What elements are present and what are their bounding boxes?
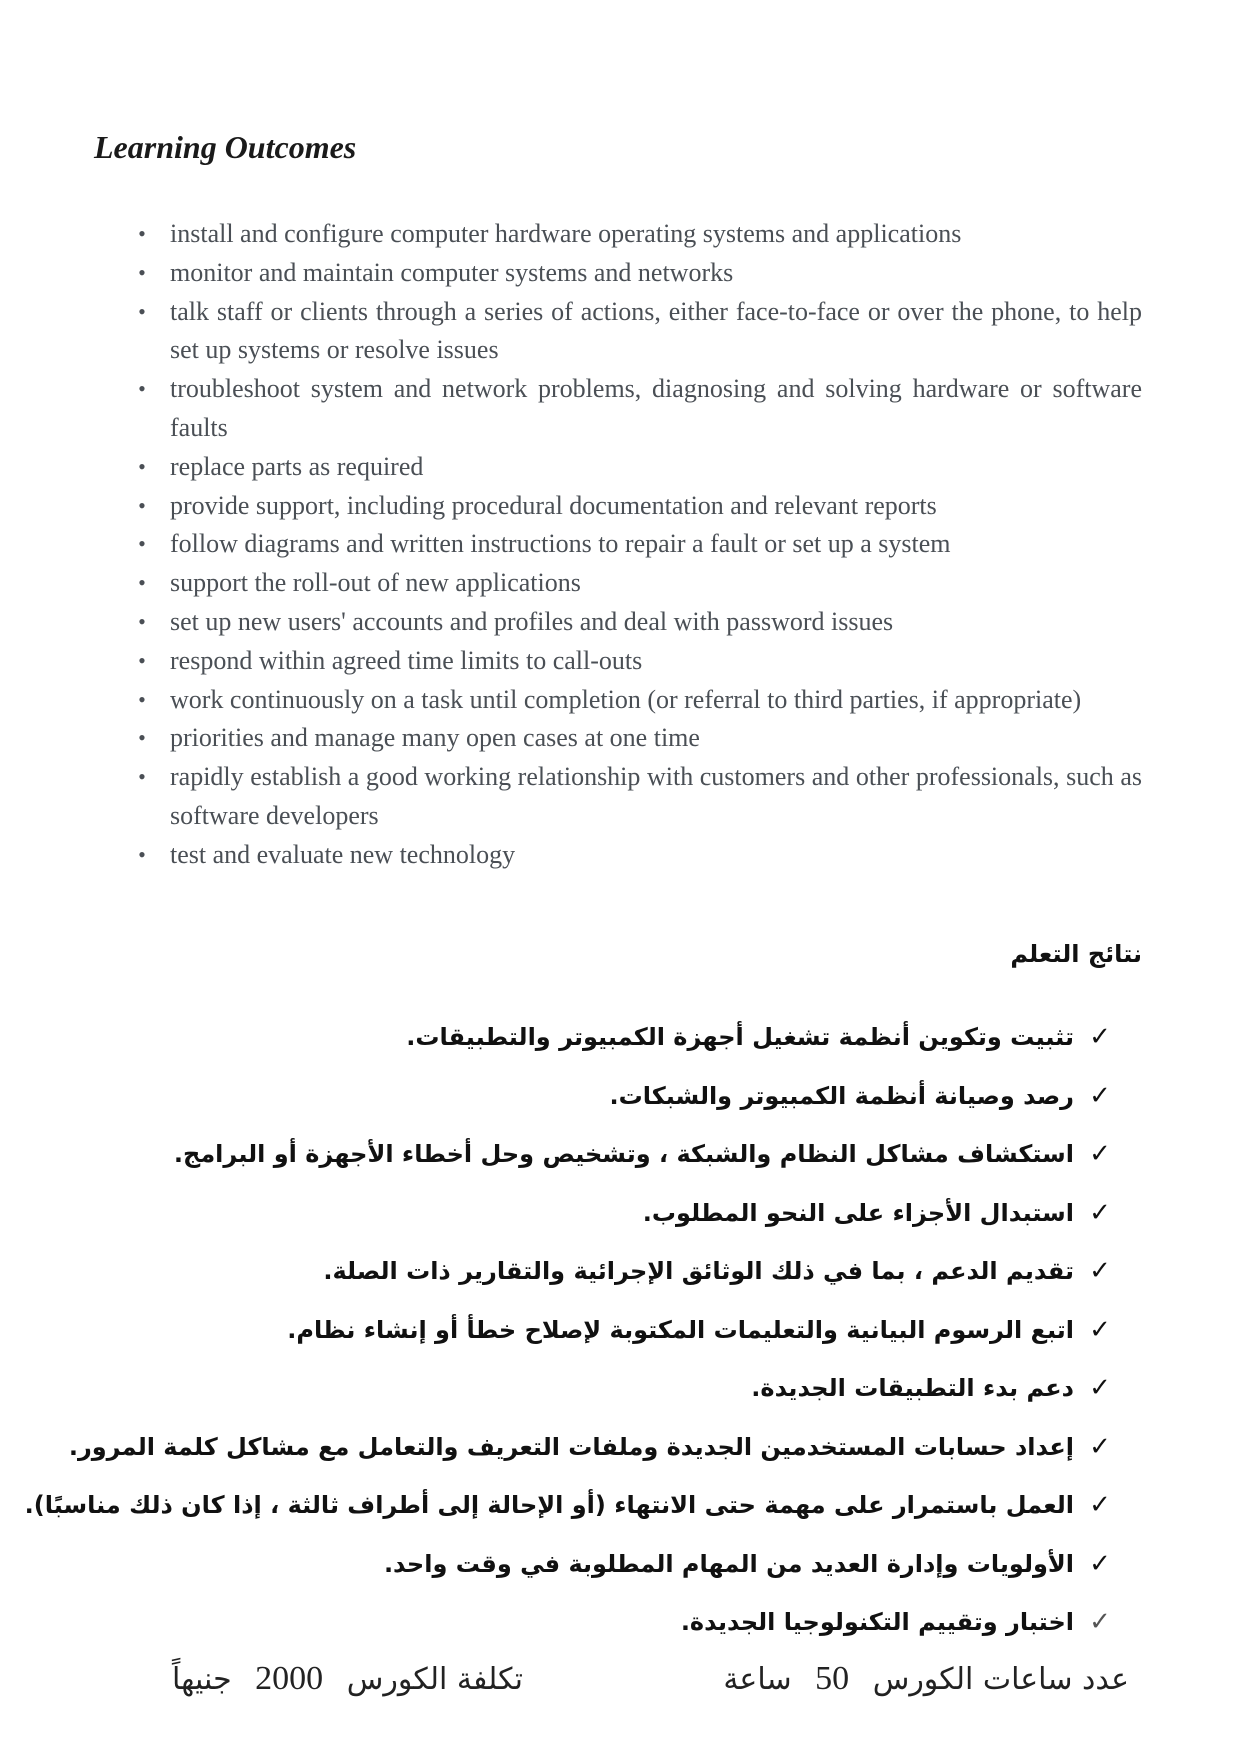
- bullet-icon: •: [138, 764, 146, 790]
- list-item: [132, 564, 1142, 603]
- bullet-icon: •: [138, 570, 146, 596]
- list-item: [132, 525, 1142, 564]
- bullet-icon: •: [138, 492, 146, 518]
- list-item-text: troubleshoot system and network problems, diagnosing and solving hardware or software faults: [170, 374, 1142, 442]
- list-item: [132, 293, 1142, 371]
- course-hours: [723, 1660, 1129, 1698]
- list-item-text: استبدال الأجزاء على النحو المطلوب.: [642, 1198, 1074, 1227]
- checkmark-icon: ✓: [1089, 1080, 1111, 1111]
- list-item: [132, 642, 1142, 681]
- list-item-text: دعم بدء التطبيقات الجديدة.: [751, 1374, 1074, 1402]
- bullet-icon: •: [138, 686, 146, 712]
- list-item: [84, 1242, 1114, 1301]
- list-item: [132, 448, 1142, 487]
- list-item-text: تقديم الدعم ، بما في ذلك الوثائق الإجرائية والتقارير ذات الصلة.: [323, 1257, 1074, 1285]
- list-item: [84, 1067, 1114, 1126]
- list-item-text: respond within agreed time limits to call-outs: [170, 645, 643, 675]
- list-item-text: talk staff or clients through a series of actions, either face-to-face or over the phone, to help set up systems or resolve issues: [170, 296, 1142, 365]
- course-hours-value: 50: [815, 1660, 850, 1697]
- list-item-text: اتبع الرسوم البيانية والتعليمات المكتوبة لإصلاح خطأ أو إنشاء نظام.: [287, 1315, 1074, 1344]
- list-item: [132, 603, 1142, 642]
- list-item: [132, 758, 1142, 836]
- list-item: [132, 836, 1142, 875]
- checkmark-icon: ✓: [1089, 1373, 1111, 1403]
- list-item: [132, 681, 1142, 720]
- list-item-text: تثبيت وتكوين أنظمة تشغيل أجهزة الكمبيوتر والتطبيقات.: [406, 1023, 1074, 1051]
- list-item: [84, 1008, 1114, 1067]
- checkmark-icon: ✓: [1089, 1548, 1111, 1579]
- list-item: [132, 254, 1142, 293]
- bullet-icon: •: [138, 841, 146, 867]
- english-outcomes-list: [132, 215, 1142, 875]
- list-item-text: العمل باستمرار على مهمة حتى الانتهاء (أو الإحالة إلى أطراف ثالثة ، إذا كان ذلك مناسبًا).: [24, 1491, 1074, 1519]
- bullet-icon: •: [138, 221, 146, 246]
- arabic-outcomes-list: [24, 1008, 1114, 1652]
- course-hours-unit: ساعة: [723, 1662, 792, 1697]
- list-item-text: الأولويات وإدارة العديد من المهام المطلوبة في وقت واحد.: [383, 1549, 1074, 1578]
- list-item: [24, 1476, 1114, 1535]
- checkmark-icon: ✓: [1089, 1197, 1111, 1228]
- checkmark-icon: ✓: [1089, 1256, 1111, 1286]
- bullet-icon: •: [138, 725, 146, 751]
- checkmark-icon: ✓: [1089, 1607, 1111, 1637]
- bullet-icon: •: [138, 259, 146, 285]
- list-item: [84, 1125, 1114, 1184]
- list-item-text: استكشاف مشاكل النظام والشبكة ، وتشخيص وحل أخطاء الأجهزة أو البرامج.: [173, 1140, 1074, 1168]
- list-item-text: إعداد حسابات المستخدمين الجديدة وملفات التعريف والتعامل مع مشاكل كلمة المرور.: [68, 1432, 1074, 1461]
- checkmark-icon: ✓: [1089, 1490, 1111, 1520]
- list-item: [84, 1535, 1114, 1594]
- checkmark-icon: ✓: [1089, 1022, 1111, 1052]
- list-item: [84, 1301, 1114, 1360]
- list-item-text: support the roll-out of new applications: [170, 568, 581, 598]
- bullet-icon: •: [138, 376, 146, 402]
- arabic-outcomes-title: نتائج التعلم: [1010, 940, 1142, 968]
- checkmark-icon: ✓: [1089, 1431, 1111, 1462]
- list-item: [84, 1184, 1114, 1243]
- list-item-text: provide support, including procedural documentation and relevant reports: [170, 490, 937, 520]
- list-item-text: monitor and maintain computer systems and networks: [170, 257, 734, 287]
- list-item: [132, 719, 1142, 758]
- checkmark-icon: ✓: [1089, 1314, 1111, 1345]
- bullet-icon: •: [138, 453, 146, 479]
- list-item: [84, 1593, 1114, 1652]
- list-item-text: test and evaluate new technology: [170, 839, 516, 869]
- list-item: [132, 370, 1142, 448]
- course-cost: [172, 1660, 523, 1698]
- course-cost-label: تكلفة الكورس: [346, 1662, 524, 1697]
- learning-outcomes-title: Learning Outcomes: [94, 129, 357, 165]
- bullet-icon: •: [138, 531, 146, 557]
- bullet-icon: •: [138, 647, 146, 673]
- list-item: [68, 1418, 1114, 1477]
- list-item: [132, 487, 1142, 526]
- course-hours-label: عدد ساعات الكورس: [872, 1662, 1129, 1697]
- list-item-text: رصد وصيانة أنظمة الكمبيوتر والشبكات.: [609, 1081, 1074, 1110]
- bullet-icon: •: [138, 298, 146, 324]
- list-item-text: rapidly establish a good working relationship with customers and other professionals, such as software developers: [170, 762, 1142, 830]
- list-item-text: install and configure computer hardware operating systems and applications: [170, 219, 962, 248]
- course-cost-unit: جنيهاً: [172, 1662, 232, 1697]
- list-item-text: اختبار وتقييم التكنولوجيا الجديدة.: [680, 1608, 1074, 1636]
- list-item: [84, 1359, 1114, 1418]
- course-cost-value: 2000: [255, 1660, 324, 1697]
- list-item-text: follow diagrams and written instructions to repair a fault or set up a system: [170, 529, 951, 559]
- list-item-text: replace parts as required: [170, 451, 424, 481]
- list-item: [132, 215, 1142, 254]
- list-item-text: work continuously on a task until completion (or referral to third parties, if appropriate): [170, 684, 1082, 714]
- list-item-text: set up new users' accounts and profiles and deal with password issues: [170, 606, 894, 636]
- checkmark-icon: ✓: [1089, 1139, 1111, 1169]
- list-item-text: priorities and manage many open cases at one time: [170, 723, 700, 753]
- bullet-icon: •: [138, 608, 146, 634]
